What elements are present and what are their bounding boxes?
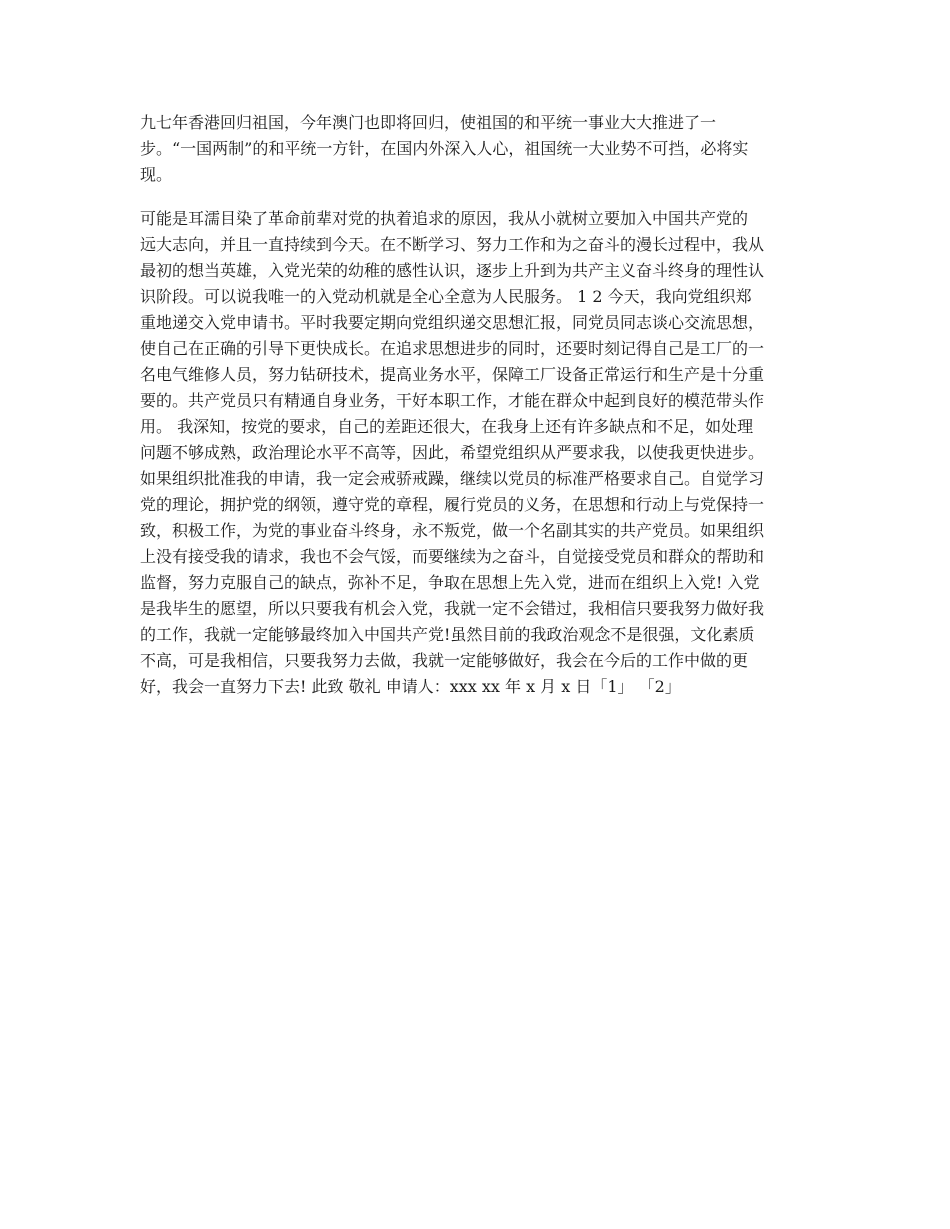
text-line: 可能是耳濡目染了革命前辈对党的执着追求的原因，我从小就树立要加入中国共产党的 bbox=[140, 209, 749, 228]
text-line: 监督，努力克服自己的缺点，弥补不足，争取在思想上先入党，进而在组织上入党! 入党 bbox=[140, 573, 760, 592]
text-line: 九七年香港回归祖国，今年澳门也即将回归，使祖国的和平统一事业大大推进了一 bbox=[140, 113, 717, 132]
text-line: 是我毕生的愿望，所以只要我有机会入党，我就一定不会错过，我相信只要我努力做好我 bbox=[140, 599, 765, 618]
text-line: 不高，可是我相信，只要我努力去做，我就一定能够做好，我会在今后的工作中做的更 bbox=[140, 651, 749, 670]
text-line: 问题不够成熟，政治理论水平不高等，因此，希望党组织从严要求我，以使我更快进步。 bbox=[140, 443, 765, 462]
text-line: 的工作，我就一定能够最终加入中国共产党!虽然目前的我政治观念不是很强，文化素质 bbox=[140, 625, 755, 644]
text-line: 要的。共产党员只有精通自身业务，干好本职工作，才能在群众中起到良好的模范带头作 bbox=[140, 391, 765, 410]
text-line: 上没有接受我的请求，我也不会气馁，而要继续为之奋斗，自觉接受党员和群众的帮助和 bbox=[140, 547, 765, 566]
text-line: 步。“一国两制”的和平统一方针，在国内外深入人心，祖国统一大业势不可挡，必将实 bbox=[140, 139, 749, 158]
text-line: 致，积极工作，为党的事业奋斗终身，永不叛党，做一个名副其实的共产党员。如果组织 bbox=[140, 521, 765, 540]
text-line: 名电气维修人员，努力钻研技术，提高业务水平，保障工厂设备正常运行和生产是十分重 bbox=[140, 365, 765, 384]
text-line: 重地递交入党申请书。平时我要定期向党组织递交思想汇报，同党员同志谈心交流思想， bbox=[140, 313, 765, 332]
text-line: 最初的想当英雄，入党光荣的幼稚的感性认识，逐步上升到为共产主义奋斗终身的理性认 bbox=[140, 261, 765, 280]
text-line: 党的理论，拥护党的纲领，遵守党的章程，履行党员的义务，在思想和行动上与党保持一 bbox=[140, 495, 765, 514]
text-line: 远大志向，并且一直持续到今天。在不断学习、努力工作和为之奋斗的漫长过程中，我从 bbox=[140, 235, 765, 254]
text-line: 如果组织批准我的申请，我一定会戒骄戒躁，继续以党员的标准严格要求自己。自觉学习 bbox=[140, 469, 765, 488]
text-line: 用。 我深知，按党的要求，自己的差距还很大，在我身上还有许多缺点和不足，如处理 bbox=[140, 417, 754, 436]
text-line: 现。 bbox=[140, 165, 173, 184]
text-line: 好，我会一直努力下去! 此致 敬礼 申请人：xxx xx 年 x 月 x 日「1」 「2」 bbox=[140, 677, 681, 696]
text-line: 识阶段。可以说我唯一的入党动机就是全心全意为人民服务。 1 2 今天，我向党组织郑 bbox=[140, 287, 752, 306]
text-line: 使自己在正确的引导下更快成长。在追求思想进步的同时，还要时刻记得自己是工厂的一 bbox=[140, 339, 765, 358]
